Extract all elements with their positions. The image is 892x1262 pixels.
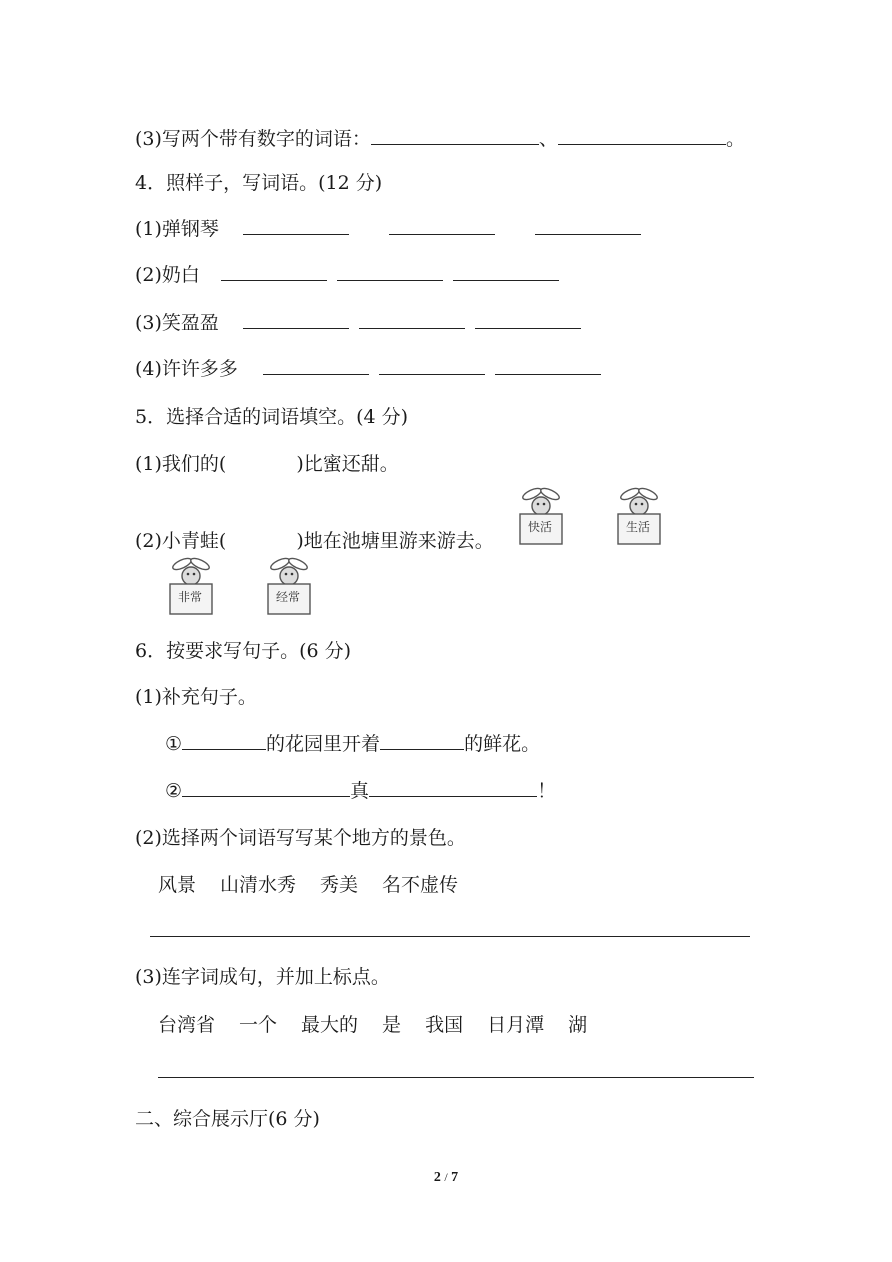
period: 。 (725, 128, 745, 150)
rabbit-icon (610, 484, 668, 546)
q6-title: 6．按要求写句子。(6 分) (135, 640, 352, 662)
sentence-text: ！ (537, 780, 557, 802)
answer-blank[interactable] (182, 778, 350, 797)
q5-sentence-1 (135, 451, 399, 477)
rabbit-card-jingchang[interactable] (260, 554, 318, 616)
word-option: 我国 (425, 1014, 464, 1036)
word-option: 山清水秀 (220, 874, 297, 896)
answer-blank[interactable] (243, 310, 349, 329)
q4-item-label: (2)奶白 (135, 264, 200, 286)
q5-s1-end: )比蜜还甜。 (296, 453, 399, 475)
word-option: 名不虚传 (382, 874, 459, 896)
q4-item (135, 262, 569, 288)
answer-blank[interactable] (389, 216, 495, 235)
answer-blank[interactable] (453, 262, 559, 281)
answer-blank[interactable] (380, 731, 464, 750)
circled-number: ① (165, 733, 183, 755)
q4-item (135, 310, 591, 336)
word-option: 湖 (568, 1014, 588, 1036)
page-separator: / (444, 1170, 448, 1184)
q4-item (135, 216, 651, 242)
q6-part3-word-bank (158, 1012, 611, 1038)
answer-blank[interactable] (369, 778, 537, 797)
answer-blank[interactable] (495, 356, 601, 375)
q6-part1-title: (1)补充句子。 (135, 686, 257, 708)
q6-part1-sentence-2 (165, 778, 556, 804)
circled-number: ② (165, 780, 183, 802)
rabbit-card-kuaihuo[interactable] (512, 484, 570, 546)
rabbit-icon (162, 554, 220, 616)
answer-blank[interactable] (371, 126, 539, 145)
rabbit-card-shenghuo[interactable] (610, 484, 668, 546)
word-option: 风景 (158, 874, 197, 896)
q6-part2-title: (2)选择两个词语写写某个地方的景色。 (135, 827, 466, 849)
rabbit-card-feichang[interactable] (162, 554, 220, 616)
answer-blank[interactable] (535, 216, 641, 235)
sentence-text: 真 (350, 780, 370, 802)
answer-blank[interactable] (337, 262, 443, 281)
sentence-text: 的花园里开着 (266, 733, 381, 755)
answer-blank[interactable] (359, 310, 465, 329)
answer-line[interactable] (150, 936, 750, 937)
word-option: 一个 (239, 1014, 278, 1036)
answer-blank[interactable] (475, 310, 581, 329)
card-label: 非常 (177, 590, 202, 604)
answer-blank[interactable] (182, 731, 266, 750)
word-option: 是 (382, 1014, 402, 1036)
q5-s1-start: (1)我们的( (135, 453, 227, 475)
answer-blank[interactable] (243, 216, 349, 235)
total-pages: 7 (451, 1170, 459, 1185)
q3-3-line (135, 126, 745, 152)
q5-sentence-2 (135, 528, 494, 554)
word-option: 秀美 (320, 874, 359, 896)
card-label: 快活 (527, 520, 552, 534)
card-label: 生活 (625, 520, 650, 534)
q6-part2-word-bank (158, 872, 482, 898)
separator: 、 (538, 128, 558, 150)
q4-item-label: (1)弹钢琴 (135, 218, 219, 240)
q4-item-label: (4)许许多多 (135, 358, 238, 380)
word-option: 日月潭 (487, 1014, 545, 1036)
word-option: 台湾省 (158, 1014, 216, 1036)
current-page: 2 (433, 1170, 441, 1185)
q3-3-prefix: (3)写两个带有数字的词语： (135, 128, 371, 150)
q4-item-label: (3)笑盈盈 (135, 312, 219, 334)
rabbit-icon (260, 554, 318, 616)
q6-part3-title: (3)连字词成句，并加上标点。 (135, 966, 390, 988)
answer-line[interactable] (158, 1077, 754, 1078)
q4-title: 4．照样子，写词语。(12 分) (135, 172, 383, 194)
q5-s2-end: )地在池塘里游来游去。 (296, 530, 494, 552)
page-number (0, 1170, 892, 1186)
q5-s2-start: (2)小青蛙( (135, 530, 227, 552)
section-2-title: 二、综合展示厅(6 分) (135, 1108, 320, 1130)
word-option: 最大的 (301, 1014, 359, 1036)
card-label: 经常 (275, 590, 300, 604)
answer-blank[interactable] (221, 262, 327, 281)
answer-blank[interactable] (263, 356, 369, 375)
answer-blank[interactable] (379, 356, 485, 375)
answer-blank[interactable] (558, 126, 726, 145)
q6-part1-sentence-1 (165, 731, 540, 757)
q5-title: 5．选择合适的词语填空。(4 分) (135, 406, 409, 428)
rabbit-icon (512, 484, 570, 546)
q4-item (135, 356, 611, 382)
sentence-text: 的鲜花。 (464, 733, 541, 755)
